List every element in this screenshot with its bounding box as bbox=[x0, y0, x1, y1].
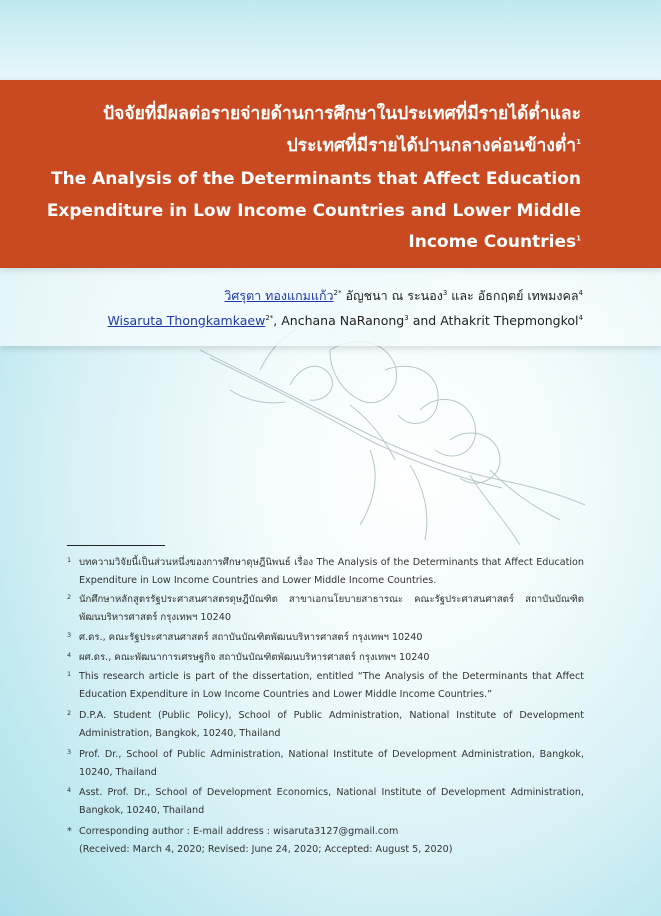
english-author-1-link[interactable]: Wisaruta Thongkamkaew bbox=[107, 313, 266, 328]
english-title-line-2: Expenditure in Low Income Countries and Lower Middle bbox=[46, 201, 581, 221]
footnote-en-1: 1 This research article is part of the dissertation, entitled “The Analysis of the Determinants that Affect Education Expenditure in Low Income Countries and Lower Middle Income Countries.” bbox=[67, 670, 584, 700]
footnote-en-3: 3 Prof. Dr., School of Public Administration, National Institute of Development Administration, Bangkok, 10240, Thailand bbox=[67, 748, 584, 778]
thai-author-2: อัญชนา ณ ระนอง bbox=[345, 288, 443, 303]
english-author-2: Anchana NaRanong bbox=[281, 313, 405, 328]
top-background-band bbox=[0, 0, 661, 80]
botanical-sketch-illustration bbox=[170, 330, 590, 560]
english-title-line-3: Income Countries$^1$ bbox=[408, 232, 581, 252]
title-band bbox=[0, 80, 661, 268]
english-author-3: Athakrit Thepmongkol bbox=[440, 313, 579, 328]
footnote-en-2: 2 D.P.A. Student (Public Policy), School of Public Administration, National Institute of Development Administration, Bangkok, 10240, Thailand bbox=[67, 709, 584, 739]
footnote-en-4: 4 Asst. Prof. Dr., School of Development Economics, National Institute of Development Administration, Bangkok, 10240, Thailand bbox=[67, 786, 584, 816]
footnote-th-4: 4 ผศ.ดร., คณะพัฒนาการเศรษฐกิจ สถาบันบัณฑิตพัฒนบริหารศาสตร์ กรุงเทพฯ 10240 bbox=[67, 651, 430, 663]
footnote-rule bbox=[67, 545, 165, 546]
thai-and: และ bbox=[451, 288, 474, 303]
article-dates: (Received: March 4, 2020; Revised: June 24, 2020; Accepted: August 5, 2020) bbox=[79, 843, 453, 855]
footnote-th-2: 2 นักศึกษาหลักสูตรรัฐประศาสนศาสตรดุษฎีบัณฑิต สาขาเอกนโยบายสาธารณะ คณะรัฐประศาสนศาสตร์ สถาบันบัณฑิตพัฒนบริหารศาสตร์ กรุงเทพฯ 10240 bbox=[67, 593, 584, 623]
english-title-line-1: The Analysis of the Determinants that Affect Education bbox=[51, 169, 581, 189]
english-and: and bbox=[412, 313, 437, 328]
author-band bbox=[0, 268, 661, 346]
thai-title-line-1: ปัจจัยที่มีผลต่อรายจ่ายด้านการศึกษาในประเทศที่มีรายได้ต่ำและ bbox=[102, 104, 581, 124]
thai-title-footnote-mark: 1 bbox=[576, 138, 581, 147]
thai-author-line: วิศรุตา ทองแกมแก้ว$^{2*}$ อัญชนา ณ ระนอง$^3$ และ อัธกฤตย์ เทพมงคล$^4$ bbox=[224, 288, 583, 303]
english-author-line: Wisaruta Thongkamkaew$^{2*}$, Anchana NaRanong$^3$ and Athakrit Thepmongkol$^4$ bbox=[107, 313, 583, 328]
footnote-th-1: 1 บทความวิจัยนี้เป็นส่วนหนึ่งของการศึกษาดุษฎีนิพนธ์ เรื่อง The Analysis of the Determinants that Affect Education Expenditure in Low Income Countries and Lower Middle Income Countries. bbox=[67, 556, 584, 586]
english-title-footnote-mark: 1 bbox=[576, 234, 581, 243]
corresponding-author-note: * Corresponding author : E-mail address : wisaruta3127@gmail.com (Received: March 4, 2020; Revised: June 24, 2020; Accepted: August 5, 2020) bbox=[67, 823, 584, 858]
thai-title-line-2: ประเทศที่มีรายได้ปานกลางค่อนข้างต่ำ$^1$ bbox=[286, 136, 581, 156]
footnote-th-3: 3 ศ.ดร., คณะรัฐประศาสนศาสตร์ สถาบันบัณฑิตพัฒนบริหารศาสตร์ กรุงเทพฯ 10240 bbox=[67, 631, 423, 643]
thai-author-3: อัธกฤตย์ เทพมงคล bbox=[477, 288, 579, 303]
thai-author-1-link[interactable]: วิศรุตา ทองแกมแก้ว bbox=[224, 288, 334, 303]
